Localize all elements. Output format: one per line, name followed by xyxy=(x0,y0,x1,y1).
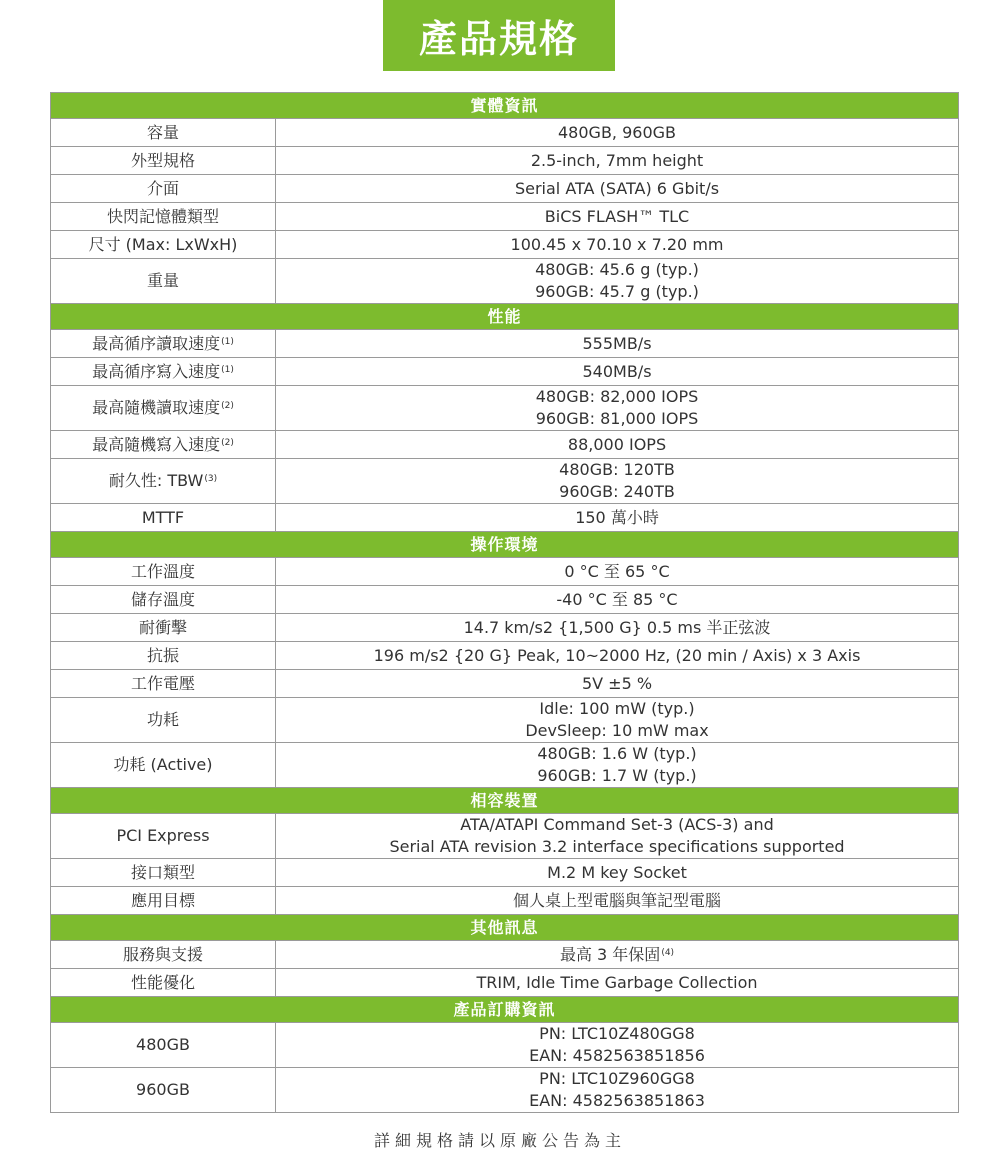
spec-value: M.2 M key Socket xyxy=(276,859,959,887)
spec-label: 快閃記憶體類型 xyxy=(51,203,276,231)
spec-label: 應用目標 xyxy=(51,887,276,915)
table-row xyxy=(51,330,959,358)
spec-label: 工作電壓 xyxy=(51,670,276,698)
spec-label xyxy=(51,358,276,386)
spec-value-line: 480GB: 82,000 IOPS xyxy=(535,387,699,406)
spec-value: 2.5-inch, 7mm height xyxy=(276,147,959,175)
spec-value: 540MB/s xyxy=(276,358,959,386)
spec-label: 960GB xyxy=(51,1068,276,1113)
spec-label: 功耗 (Active) xyxy=(51,743,276,788)
spec-value: 5V ±5 % xyxy=(276,670,959,698)
table-row xyxy=(51,203,959,231)
spec-value: 196 m/s2 {20 G} Peak, 10~2000 Hz, (20 min / Axis) x 3 Axis xyxy=(276,642,959,670)
spec-label-text: 最高隨機寫入速度 xyxy=(92,434,221,454)
section-header-environment xyxy=(51,532,959,558)
spec-value: 150 萬小時 xyxy=(276,504,959,532)
section-header-physical xyxy=(51,93,959,119)
spec-value: 14.7 km/s2 {1,500 G} 0.5 ms 半正弦波 xyxy=(276,614,959,642)
table-row xyxy=(51,586,959,614)
table-row xyxy=(51,814,959,859)
spec-label-text: 最高循序讀取速度 xyxy=(92,333,221,353)
spec-value-line: ATA/ATAPI Command Set-3 (ACS-3) and xyxy=(460,815,774,834)
table-row xyxy=(51,743,959,788)
spec-label: 功耗 xyxy=(51,698,276,743)
table-row xyxy=(51,1023,959,1068)
spec-value xyxy=(276,814,959,859)
spec-value-line: DevSleep: 10 mW max xyxy=(525,721,709,740)
spec-value xyxy=(276,259,959,304)
spec-value-line: 960GB: 1.7 W (typ.) xyxy=(537,766,697,785)
spec-value xyxy=(276,1023,959,1068)
spec-value-line: 960GB: 240TB xyxy=(559,482,675,501)
spec-value-text: 最高 3 年保固 xyxy=(559,944,661,964)
spec-label: 尺寸 (Max: LxWxH) xyxy=(51,231,276,259)
spec-label: 容量 xyxy=(51,119,276,147)
table-row xyxy=(51,941,959,969)
section-header-ordering xyxy=(51,997,959,1023)
spec-label xyxy=(51,330,276,358)
spec-value-line: Idle: 100 mW (typ.) xyxy=(539,699,695,718)
spec-value-line: 480GB: 120TB xyxy=(559,460,675,479)
spec-value xyxy=(276,743,959,788)
spec-label: 接口類型 xyxy=(51,859,276,887)
footnote-ref: (1) xyxy=(221,364,234,375)
spec-value-line: EAN: 4582563851863 xyxy=(529,1091,705,1110)
spec-value: 0 °C 至 65 °C xyxy=(276,558,959,586)
footnote: 詳細規格請以原廠公告為主 xyxy=(373,1131,626,1150)
table-row xyxy=(51,175,959,203)
spec-value: 個人桌上型電腦與筆記型電腦 xyxy=(276,887,959,915)
spec-value-line: EAN: 4582563851856 xyxy=(529,1046,705,1065)
spec-value: TRIM, Idle Time Garbage Collection xyxy=(276,969,959,997)
spec-label: 重量 xyxy=(51,259,276,304)
spec-value xyxy=(276,1068,959,1113)
spec-value-line: PN: LTC10Z960GG8 xyxy=(539,1069,695,1088)
section-title: 產品訂購資訊 xyxy=(51,997,959,1023)
table-row xyxy=(51,358,959,386)
spec-label-text: 最高隨機讀取速度 xyxy=(92,398,221,417)
table-row xyxy=(51,558,959,586)
section-title: 實體資訊 xyxy=(51,93,959,119)
spec-label: 外型規格 xyxy=(51,147,276,175)
spec-value xyxy=(276,459,959,504)
spec-value xyxy=(276,386,959,431)
table-row xyxy=(51,698,959,743)
footnote-ref: (1) xyxy=(221,336,234,347)
spec-value: -40 °C 至 85 °C xyxy=(276,586,959,614)
section-title: 性能 xyxy=(51,304,959,330)
spec-value: 100.45 x 70.10 x 7.20 mm xyxy=(276,231,959,259)
table-row xyxy=(51,969,959,997)
footnote-ref: (4) xyxy=(661,947,675,958)
table-row xyxy=(51,459,959,504)
spec-label: 工作溫度 xyxy=(51,558,276,586)
table-row xyxy=(51,642,959,670)
table-row xyxy=(51,859,959,887)
table-row xyxy=(51,670,959,698)
footnote-ref: (2) xyxy=(221,401,234,411)
spec-label: 抗振 xyxy=(51,642,276,670)
table-row xyxy=(51,259,959,304)
spec-label: PCI Express xyxy=(51,814,276,859)
section-header-other xyxy=(51,915,959,941)
spec-value: 555MB/s xyxy=(276,330,959,358)
page-title: 產品規格 xyxy=(383,0,615,71)
footnote-ref: (3) xyxy=(204,474,218,484)
spec-value-line: PN: LTC10Z480GG8 xyxy=(539,1024,695,1043)
spec-value xyxy=(276,941,959,969)
spec-label: 480GB xyxy=(51,1023,276,1068)
spec-value: 480GB, 960GB xyxy=(276,119,959,147)
spec-label: 性能優化 xyxy=(51,969,276,997)
spec-label: 服務與支援 xyxy=(51,941,276,969)
spec-value: Serial ATA (SATA) 6 Gbit/s xyxy=(276,175,959,203)
section-header-compatibility xyxy=(51,788,959,814)
spec-label: 儲存溫度 xyxy=(51,586,276,614)
spec-label: 介面 xyxy=(51,175,276,203)
spec-value-line: 480GB: 45.6 g (typ.) xyxy=(535,260,699,279)
table-row xyxy=(51,119,959,147)
spec-label xyxy=(51,459,276,504)
spec-label-text: 耐久性: TBW xyxy=(108,471,204,490)
section-title: 其他訊息 xyxy=(51,915,959,941)
table-row xyxy=(51,1068,959,1113)
table-row xyxy=(51,231,959,259)
section-title: 操作環境 xyxy=(51,532,959,558)
spec-value xyxy=(276,698,959,743)
spec-label: 耐衝擊 xyxy=(51,614,276,642)
spec-table xyxy=(50,92,959,1113)
spec-label xyxy=(51,431,276,459)
section-header-performance xyxy=(51,304,959,330)
spec-value: 88,000 IOPS xyxy=(276,431,959,459)
table-row xyxy=(51,614,959,642)
section-title: 相容裝置 xyxy=(51,788,959,814)
spec-value-line: Serial ATA revision 3.2 interface specifications supported xyxy=(389,837,845,856)
spec-label-text: 最高循序寫入速度 xyxy=(92,361,221,381)
table-row xyxy=(51,431,959,459)
table-row xyxy=(51,504,959,532)
spec-value-line: 480GB: 1.6 W (typ.) xyxy=(537,744,697,763)
footnote-ref: (2) xyxy=(221,437,234,448)
table-row xyxy=(51,887,959,915)
spec-value-line: 960GB: 81,000 IOPS xyxy=(535,409,699,428)
spec-label: MTTF xyxy=(51,504,276,532)
spec-label xyxy=(51,386,276,431)
table-row xyxy=(51,386,959,431)
spec-value-line: 960GB: 45.7 g (typ.) xyxy=(535,282,699,301)
spec-value: BiCS FLASH™ TLC xyxy=(276,203,959,231)
table-row xyxy=(51,147,959,175)
